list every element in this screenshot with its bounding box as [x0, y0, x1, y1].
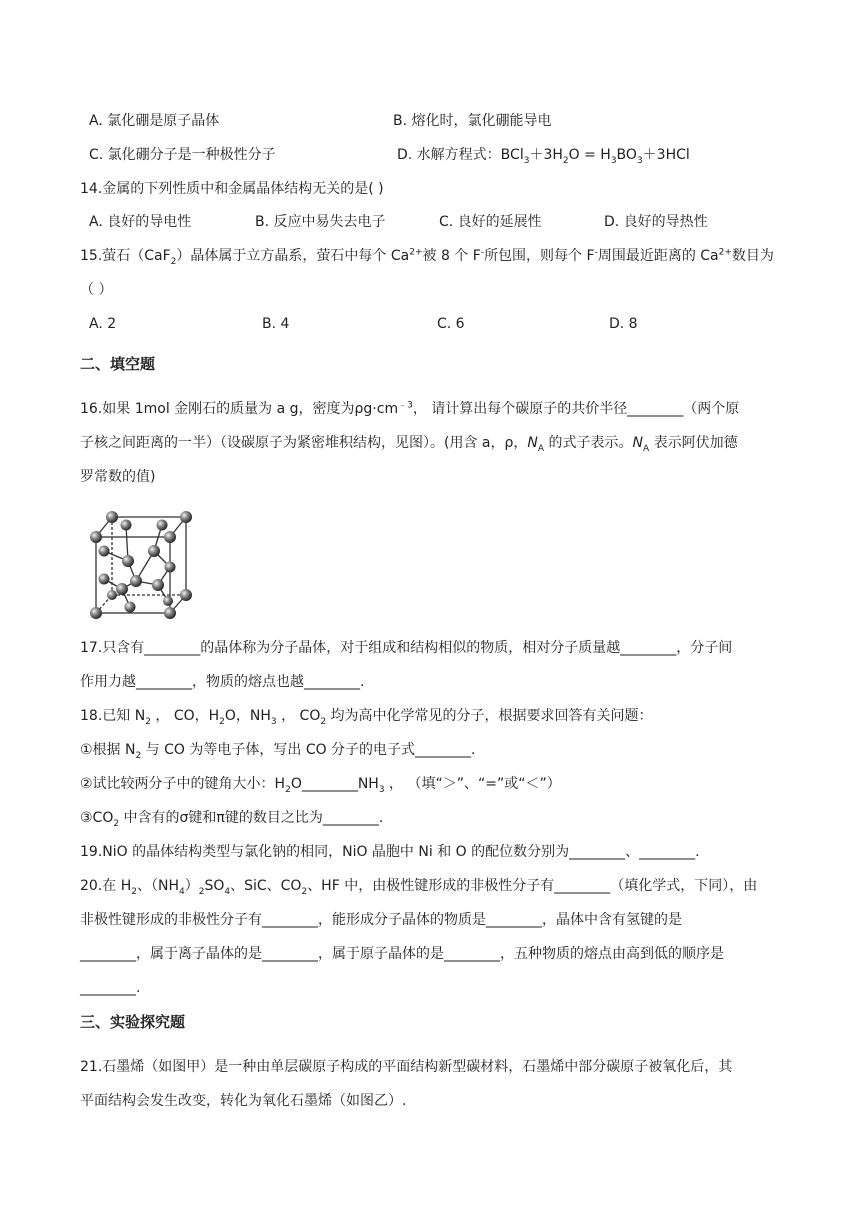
q18-line-4: $③CO_2$ 中含有的σ键和π键的数目之比为________. [80, 810, 384, 829]
q15-option-b: B. 4 [262, 316, 290, 332]
q20-line-2: 非极性键形成的非极性分子有________，能形成分子晶体的物质是________，晶体中含有氢键的是 [80, 912, 682, 928]
q15-answer-paren: （ ） [80, 282, 113, 298]
q20-line-4: ________. [80, 980, 141, 996]
q16-line-1: 16.如果 1mol 金刚石的质量为 a g，密度为$\rho g\cdot cm^{﹣3}$， 请计算出每个碳原子的共价半径________（两个原 [80, 400, 740, 417]
section-heading-experiment: 三、实验探究题 [80, 1013, 186, 1031]
q20-line-1: 20.在 $H_2$、$(NH_4)_2SO_4$、SiC、$CO_2$、HF 中，由极性键形成的非极性分子有________（填化学式，下同），由 [80, 878, 758, 897]
q13-option-c: C. 氯化硼分子是一种极性分子 [89, 147, 276, 163]
diamond-crystal-figure [82, 503, 202, 623]
q19-line: 19.NiO 的晶体结构类型与氯化钠的相同，NiO 晶胞中 Ni 和 O 的配位数分别为________、________. [80, 844, 700, 860]
q15-stem: 15.萤石（CaF$_2$）晶体属于立方晶系，萤石中每个 $Ca^{2+}$被 8 个 F-所包围，则每个 F-周围最近距离的 $Ca^{2+}$数目为 [80, 247, 774, 267]
q13-option-b: B. 熔化时，氯化硼能导电 [393, 113, 552, 129]
q18-line-3: ②试比较两分子中的键角大小：$H_2O\_\_\_\_\_\_\_\_NH_3$ ， （填“＞”、“=”或“＜”） [80, 776, 561, 795]
q14-option-a: A. 良好的导电性 [89, 214, 192, 230]
q21-line-2: 平面结构会发生改变，转化为氧化石墨烯（如图乙）. [80, 1093, 407, 1109]
q15-option-c: C. 6 [437, 316, 465, 332]
q14-option-d: D. 良好的导热性 [604, 214, 708, 230]
q13-option-d: D. 水解方程式：$BCl_3+3H_2O = H_3BO_3+3HCl$ [397, 147, 690, 166]
q20-line-3: ________，属于离子晶体的是________，属于原子晶体的是________，五种物质的熔点由高到低的顺序是 [80, 946, 724, 962]
q18-line-1: 18.已知 $N_2$ ， CO，$H_2O$，$NH_3$ ， $CO_2$ 均为高中化学常见的分子，根据要求回答有关问题： [80, 708, 653, 727]
q18-line-2: ①根据 $N_2$ 与 CO 为等电子体，写出 CO 分子的电子式________. [80, 742, 476, 761]
q15-option-d: D. 8 [609, 316, 638, 332]
q13-option-a: A. 氯化硼是原子晶体 [89, 113, 220, 129]
q17-line-2: 作用力越________，物质的熔点也越________. [80, 674, 365, 690]
q16-line-2: 子核之间距离的一半）（设碳原子为紧密堆积结构，见图）。(用含 a，ρ，$N_A$ 的式子表示。$N_A$ 表示阿伏加德 [80, 435, 738, 454]
q14-option-b: B. 反应中易失去电子 [255, 214, 386, 230]
q14-option-c: C. 良好的延展性 [439, 214, 542, 230]
section-heading-fill-in: 二、填空题 [80, 355, 156, 373]
q16-line-3: 罗常数的值) [80, 469, 156, 485]
q21-line-1: 21.石墨烯（如图甲）是一种由单层碳原子构成的平面结构新型碳材料，石墨烯中部分碳原子被氧化后，其 [80, 1059, 733, 1075]
q14-stem: 14.金属的下列性质中和金属晶体结构无关的是( ) [80, 181, 384, 197]
q15-option-a: A. 2 [89, 316, 117, 332]
q17-line-1: 17.只含有________的晶体称为分子晶体，对于组成和结构相似的物质，相对分子质量越________，分子间 [80, 640, 733, 656]
